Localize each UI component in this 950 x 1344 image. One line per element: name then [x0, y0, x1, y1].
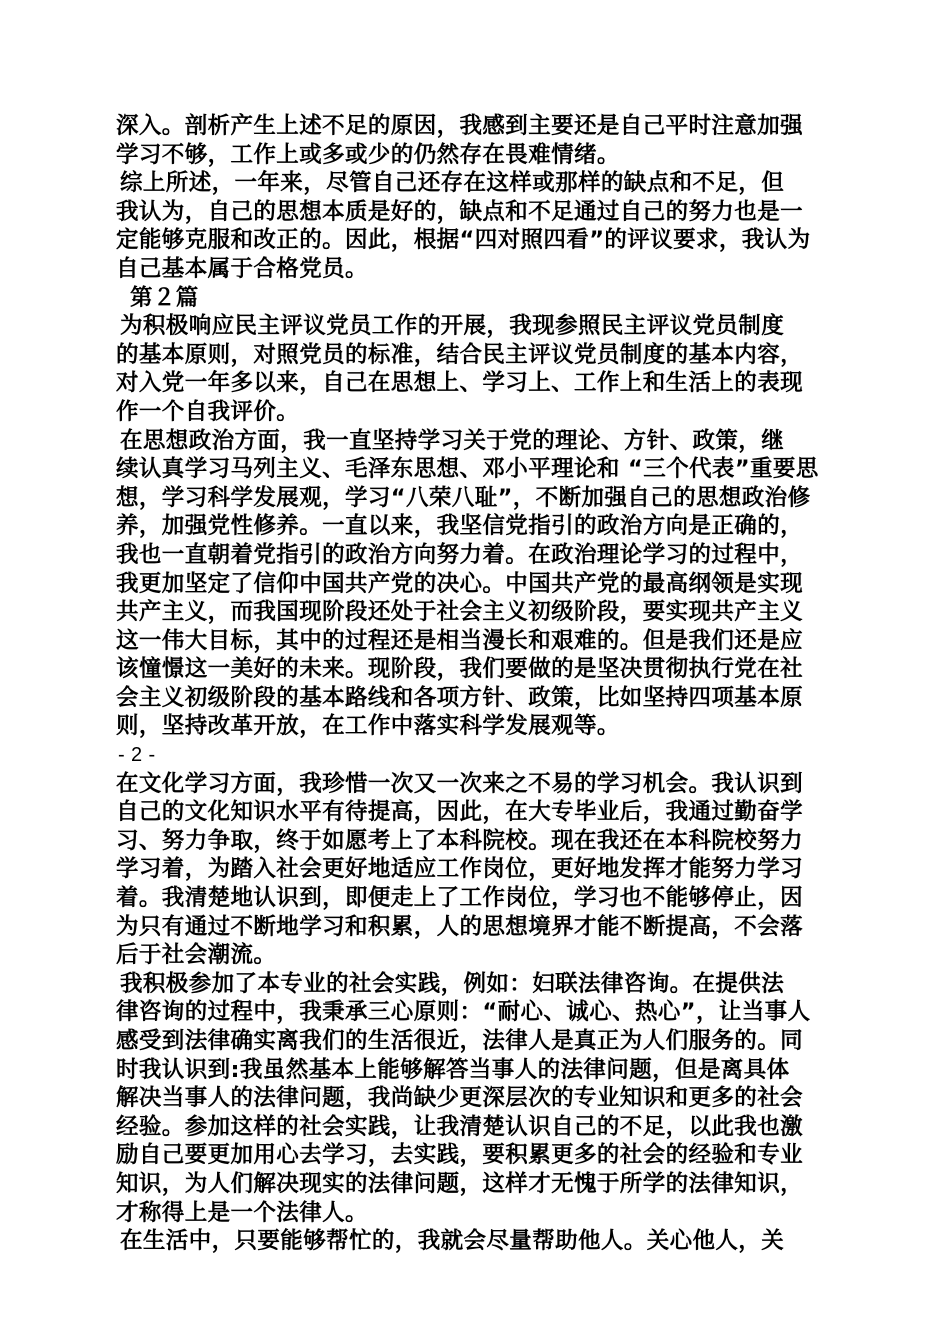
- text-line: 着。我清楚地认识到，即便走上了工作岗位，学习也不能够停止，因: [116, 885, 804, 912]
- section-heading: 第２篇: [130, 284, 199, 311]
- text-line: 在思想政治方面，我一直坚持学习关于党的理论、方针、政策，继: [120, 427, 785, 454]
- text-line: 会主义初级阶段的基本路线和各项方针、政策，比如坚持四项基本原: [116, 684, 804, 711]
- text-line: 学习着，为踏入社会更好地适应工作岗位，更好地发挥才能努力学习: [116, 856, 804, 883]
- text-line: 后于社会潮流。: [116, 942, 277, 969]
- text-line: 学习不够，工作上或多或少的仍然存在畏难情绪。: [116, 141, 620, 168]
- text-line: 励自己要更加用心去学习，去实践，要积累更多的社会的经验和专业: [116, 1142, 804, 1169]
- text-line: 经验。参加这样的社会实践，让我清楚认识自己的不足，以此我也激: [116, 1113, 804, 1140]
- text-line: 知识，为人们解决现实的法律问题，这样才无愧于所学的法律知识，: [116, 1170, 804, 1197]
- text-line: 作一个自我评价。: [116, 398, 300, 425]
- text-line: 共产主义，而我国现阶段还处于社会主义初级阶段，要实现共产主义: [116, 599, 804, 626]
- text-line: 我积极参加了本专业的社会实践，例如：妇联法律咨询。在提供法: [120, 970, 785, 997]
- text-line: 该憧憬这一美好的未来。现阶段，我们要做的是坚决贯彻执行党在社: [116, 656, 804, 683]
- text-line: 在文化学习方面，我珍惜一次又一次来之不易的学习机会。我认识到: [116, 770, 804, 797]
- text-line: 综上所述，一年来，尽管自己还存在这样或那样的缺点和不足，但: [120, 170, 785, 197]
- text-line: 才称得上是一个法律人。: [116, 1199, 368, 1226]
- text-line: 律咨询的过程中，我秉承三心原则：“耐心、诚心、热心”，让当事人: [116, 999, 811, 1026]
- text-line: 习、努力争取，终于如愿考上了本科院校。现在我还在本科院校努力: [116, 827, 804, 854]
- page-number: - 2 -: [118, 744, 156, 767]
- text-line: 养，加强党性修养。一直以来，我坚信党指引的政治方向是正确的，: [116, 513, 804, 540]
- document-page: [116, 112, 838, 1256]
- text-line: 对入党一年多以来，自己在思想上、学习上、工作上和生活上的表现: [116, 370, 804, 397]
- text-line: 感受到法律确实离我们的生活很近，法律人是真正为人们服务的。同: [116, 1028, 804, 1054]
- text-line: 的基本原则，对照党员的标准，结合民主评议党员制度的基本内容，: [116, 341, 804, 368]
- text-line: 在生活中，只要能够帮忙的，我就会尽量帮助他人。关心他人，关: [120, 1228, 785, 1255]
- text-line: 为积极响应民主评议党员工作的开展，我现参照民主评议党员制度: [120, 313, 785, 340]
- text-line: 我认为，自己的思想本质是好的，缺点和不足通过自己的努力也是一: [116, 198, 804, 225]
- text-line: 深入。剖析产生上述不足的原因，我感到主要还是自己平时注意加强: [116, 113, 804, 139]
- text-line: 我更加坚定了信仰中国共产党的决心。中国共产党的最高纲领是实现: [116, 570, 804, 597]
- text-line: 为只有通过不断地学习和积累，人的思想境界才能不断提高，不会落: [116, 913, 804, 940]
- text-line: 自己的文化知识水平有待提高，因此，在大专毕业后，我通过勤奋学: [116, 799, 804, 826]
- text-line: 我也一直朝着党指引的政治方向努力着。在政治理论学习的过程中，: [116, 541, 804, 568]
- text-line: 时我认识到:我虽然基本上能够解答当事人的法律问题，但是离具体: [116, 1056, 790, 1083]
- text-line: 自己基本属于合格党员。: [116, 255, 368, 282]
- text-line: 这一伟大目标，其中的过程还是相当漫长和艰难的。但是我们还是应: [116, 627, 804, 654]
- text-line: 想，学习科学发展观，学习“八荣八耻”，不断加强自己的思想政治修: [116, 484, 811, 511]
- text-line: 解决当事人的法律问题，我尚缺少更深层次的专业知识和更多的社会: [116, 1085, 804, 1112]
- text-line: 则，坚持改革开放，在工作中落实科学发展观等。: [116, 713, 620, 740]
- text-line: 定能够克服和改正的。因此，根据“四对照四看”的评议要求，我认为: [116, 227, 811, 254]
- text-line: 续认真学习马列主义、毛泽东思想、邓小平理论和 “三个代表”重要思: [116, 456, 819, 483]
